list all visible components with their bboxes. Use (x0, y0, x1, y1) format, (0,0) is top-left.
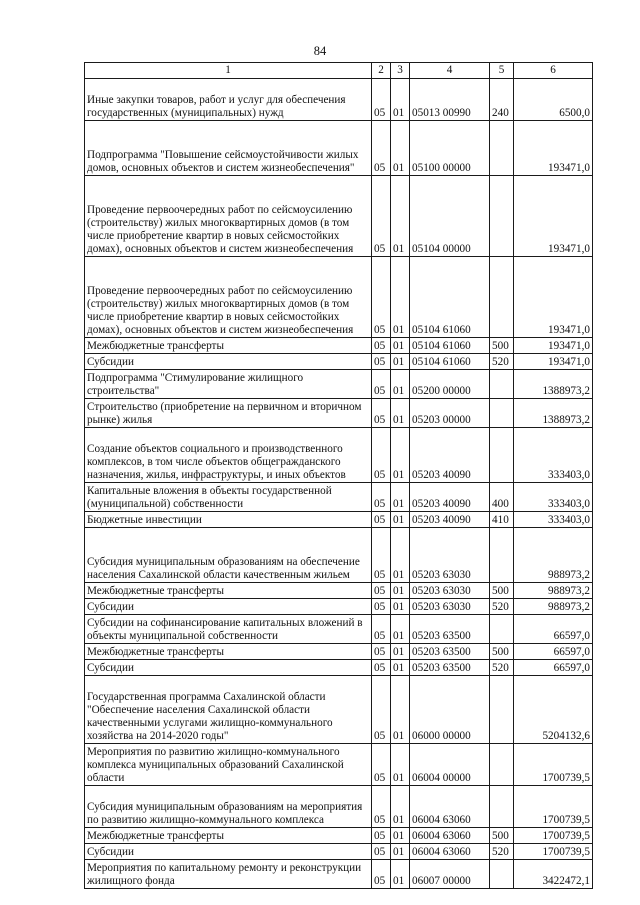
amount-cell: 6500,0 (514, 79, 593, 121)
name-cell: Субсидии на софинансирование капитальных вложений в объекты муниципальной собственности (85, 615, 372, 644)
name-cell: Капитальные вложения в объекты государственной (муниципальной) собственности (85, 483, 372, 512)
subsection-cell: 01 (391, 483, 410, 512)
table-row (85, 583, 593, 599)
expense-type-cell (490, 676, 514, 744)
name-cell: Подпрограмма "Стимулирование жилищного строительства" (85, 370, 372, 399)
page-number: 84 (313, 44, 327, 58)
expense-type-cell: 240 (490, 79, 514, 121)
section-cell: 05 (372, 399, 391, 428)
table-row (85, 176, 593, 257)
section-cell: 05 (372, 786, 391, 828)
table-row (85, 354, 593, 370)
expense-type-cell: 520 (490, 844, 514, 860)
target-article-cell: 05104 61060 (410, 257, 490, 338)
section-cell: 05 (372, 354, 391, 370)
section-cell: 05 (372, 644, 391, 660)
table-row (85, 370, 593, 399)
table-row (85, 660, 593, 676)
amount-cell: 333403,0 (514, 483, 593, 512)
header-cell: 6 (514, 63, 593, 79)
amount-cell: 193471,0 (514, 176, 593, 257)
table-row (85, 615, 593, 644)
amount-cell: 1700739,5 (514, 786, 593, 828)
target-article-cell: 05013 00990 (410, 79, 490, 121)
table-row (85, 528, 593, 583)
subsection-cell: 01 (391, 615, 410, 644)
section-cell: 05 (372, 615, 391, 644)
name-cell: Межбюджетные трансферты (85, 644, 372, 660)
expense-type-cell: 520 (490, 354, 514, 370)
header-cell: 2 (372, 63, 391, 79)
subsection-cell: 01 (391, 744, 410, 786)
subsection-cell: 01 (391, 583, 410, 599)
name-cell: Мероприятия по капитальному ремонту и реконструкции жилищного фонда (85, 860, 372, 889)
table-row (85, 338, 593, 354)
target-article-cell: 06004 00000 (410, 744, 490, 786)
name-cell: Проведение первоочередных работ по сейсмоусилению (строительству) жилых многоквартирных домов (в том числе приобретение квартир в новых сейсмостойких домах), основных объектов и систем жизнеобеспечения (85, 257, 372, 338)
subsection-cell: 01 (391, 860, 410, 889)
amount-cell: 1700739,5 (514, 844, 593, 860)
table-row (85, 483, 593, 512)
section-cell: 05 (372, 338, 391, 354)
name-cell: Субсидии (85, 354, 372, 370)
subsection-cell: 01 (391, 644, 410, 660)
target-article-cell: 05203 40090 (410, 483, 490, 512)
table-row (85, 79, 593, 121)
header-cell: 5 (490, 63, 514, 79)
table-row (85, 399, 593, 428)
amount-cell: 193471,0 (514, 121, 593, 176)
amount-cell: 333403,0 (514, 512, 593, 528)
expense-type-cell (490, 370, 514, 399)
amount-cell: 1700739,5 (514, 744, 593, 786)
name-cell: Субсидия муниципальным образованиям на мероприятия по развитию жилищно-коммунального комплекса (85, 786, 372, 828)
section-cell: 05 (372, 676, 391, 744)
amount-cell: 333403,0 (514, 428, 593, 483)
section-cell: 05 (372, 844, 391, 860)
expense-type-cell: 500 (490, 583, 514, 599)
amount-cell: 193471,0 (514, 354, 593, 370)
table-row (85, 257, 593, 338)
target-article-cell: 05203 63030 (410, 528, 490, 583)
target-article-cell: 05203 63500 (410, 644, 490, 660)
budget-table (84, 62, 593, 889)
section-cell: 05 (372, 79, 391, 121)
subsection-cell: 01 (391, 176, 410, 257)
target-article-cell: 05203 63030 (410, 599, 490, 615)
expense-type-cell: 410 (490, 512, 514, 528)
subsection-cell: 01 (391, 828, 410, 844)
section-cell: 05 (372, 660, 391, 676)
expense-type-cell (490, 860, 514, 889)
target-article-cell: 05203 63030 (410, 583, 490, 599)
amount-cell: 988973,2 (514, 599, 593, 615)
table-row (85, 599, 593, 615)
section-cell: 05 (372, 257, 391, 338)
section-cell: 05 (372, 428, 391, 483)
target-article-cell: 05203 00000 (410, 399, 490, 428)
section-cell: 05 (372, 512, 391, 528)
header-cell: 4 (410, 63, 490, 79)
subsection-cell: 01 (391, 257, 410, 338)
amount-cell: 988973,2 (514, 583, 593, 599)
expense-type-cell: 520 (490, 599, 514, 615)
expense-type-cell: 400 (490, 483, 514, 512)
target-article-cell: 05104 61060 (410, 338, 490, 354)
subsection-cell: 01 (391, 79, 410, 121)
target-article-cell: 05203 40090 (410, 428, 490, 483)
amount-cell: 5204132,6 (514, 676, 593, 744)
table-row (85, 786, 593, 828)
target-article-cell: 06000 00000 (410, 676, 490, 744)
expense-type-cell: 500 (490, 644, 514, 660)
name-cell: Межбюджетные трансферты (85, 583, 372, 599)
expense-type-cell (490, 399, 514, 428)
subsection-cell: 01 (391, 512, 410, 528)
section-cell: 05 (372, 828, 391, 844)
subsection-cell: 01 (391, 599, 410, 615)
amount-cell: 1700739,5 (514, 828, 593, 844)
section-cell: 05 (372, 370, 391, 399)
subsection-cell: 01 (391, 338, 410, 354)
amount-cell: 1388973,2 (514, 399, 593, 428)
table-row (85, 644, 593, 660)
table-row (85, 844, 593, 860)
section-cell: 05 (372, 744, 391, 786)
subsection-cell: 01 (391, 354, 410, 370)
name-cell: Подпрограмма "Повышение сейсмоустойчивости жилых домов, основных объектов и систем жизнеобеспечения" (85, 121, 372, 176)
name-cell: Государственная программа Сахалинской области "Обеспечение населения Сахалинской области качественными услугами жилищно-коммунального хозяйства на 2014-2020 годы" (85, 676, 372, 744)
subsection-cell: 01 (391, 844, 410, 860)
target-article-cell: 05203 40090 (410, 512, 490, 528)
target-article-cell: 05104 00000 (410, 176, 490, 257)
amount-cell: 193471,0 (514, 338, 593, 354)
table-row (85, 121, 593, 176)
table-row (85, 828, 593, 844)
section-cell: 05 (372, 483, 391, 512)
section-cell: 05 (372, 176, 391, 257)
section-cell: 05 (372, 583, 391, 599)
amount-cell: 988973,2 (514, 528, 593, 583)
amount-cell: 66597,0 (514, 644, 593, 660)
name-cell: Мероприятия по развитию жилищно-коммунального комплекса муниципальных образований Сахалинской области (85, 744, 372, 786)
table-row (85, 860, 593, 889)
table-row (85, 428, 593, 483)
subsection-cell: 01 (391, 676, 410, 744)
header-cell: 3 (391, 63, 410, 79)
subsection-cell: 01 (391, 121, 410, 176)
name-cell: Межбюджетные трансферты (85, 338, 372, 354)
target-article-cell: 06004 63060 (410, 828, 490, 844)
name-cell: Субсидии (85, 599, 372, 615)
subsection-cell: 01 (391, 528, 410, 583)
name-cell: Субсидии (85, 844, 372, 860)
name-cell: Субсидия муниципальным образованиям на обеспечение населения Сахалинской области качественным жильем (85, 528, 372, 583)
expense-type-cell (490, 428, 514, 483)
name-cell: Бюджетные инвестиции (85, 512, 372, 528)
expense-type-cell (490, 786, 514, 828)
name-cell: Межбюджетные трансферты (85, 828, 372, 844)
expense-type-cell (490, 528, 514, 583)
table-row (85, 744, 593, 786)
target-article-cell: 05203 63500 (410, 660, 490, 676)
target-article-cell: 06007 00000 (410, 860, 490, 889)
target-article-cell: 05203 63500 (410, 615, 490, 644)
amount-cell: 3422472,1 (514, 860, 593, 889)
section-cell: 05 (372, 528, 391, 583)
amount-cell: 66597,0 (514, 660, 593, 676)
target-article-cell: 05200 00000 (410, 370, 490, 399)
name-cell: Проведение первоочередных работ по сейсмоусилению (строительству) жилых многоквартирных домов (в том числе приобретение квартир в новых сейсмостойких домах), основных объектов и систем жизнеобеспечения (85, 176, 372, 257)
subsection-cell: 01 (391, 370, 410, 399)
target-article-cell: 06004 63060 (410, 844, 490, 860)
target-article-cell: 05100 00000 (410, 121, 490, 176)
expense-type-cell (490, 744, 514, 786)
subsection-cell: 01 (391, 399, 410, 428)
subsection-cell: 01 (391, 660, 410, 676)
name-cell: Строительство (приобретение на первичном и вторичном рынке) жилья (85, 399, 372, 428)
subsection-cell: 01 (391, 428, 410, 483)
header-cell: 1 (85, 63, 372, 79)
section-cell: 05 (372, 860, 391, 889)
name-cell: Иные закупки товаров, работ и услуг для обеспечения государственных (муниципальных) нужд (85, 79, 372, 121)
section-cell: 05 (372, 121, 391, 176)
target-article-cell: 06004 63060 (410, 786, 490, 828)
expense-type-cell (490, 121, 514, 176)
table-row (85, 676, 593, 744)
name-cell: Субсидии (85, 660, 372, 676)
expense-type-cell (490, 257, 514, 338)
amount-cell: 193471,0 (514, 257, 593, 338)
target-article-cell: 05104 61060 (410, 354, 490, 370)
subsection-cell: 01 (391, 786, 410, 828)
expense-type-cell: 500 (490, 828, 514, 844)
table-header-row (85, 63, 593, 79)
section-cell: 05 (372, 599, 391, 615)
table-row (85, 512, 593, 528)
expense-type-cell (490, 615, 514, 644)
amount-cell: 1388973,2 (514, 370, 593, 399)
name-cell: Создание объектов социального и производственного комплексов, в том числе объектов общегражданского назначения, жилья, инфраструктуры, и иных объектов (85, 428, 372, 483)
amount-cell: 66597,0 (514, 615, 593, 644)
expense-type-cell: 500 (490, 338, 514, 354)
expense-type-cell: 520 (490, 660, 514, 676)
expense-type-cell (490, 176, 514, 257)
